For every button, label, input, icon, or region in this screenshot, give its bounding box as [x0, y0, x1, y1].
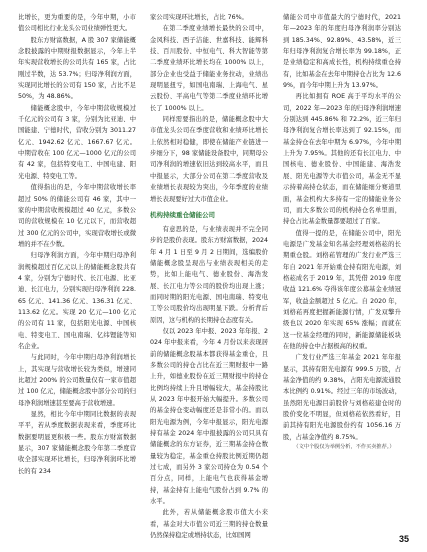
paragraph: 值得一提的是，在储能公司中，阳光电源是广发基金知名基金经理刘格菘的长期重仓股。刘格菘管理的广发行业严选三年自 2021 年开始重仓持有阳光电源，刘格菘成名于 2019 年，其凭借 2019 年度收益 121.6% 夺得该年度公募基金业绩冠军，收益金额超过 5 亿元。自 2020 年，刘格菘再度把握新能源行情，广发双擎升级也以 2020 年实现 65% 涨幅；而就在这一位基金经理的同时，新能源储能板块在他的持仓中占据极高的权重。 — [283, 229, 401, 350]
paragraph: 此外，若从储能概念股市值大小来看，基金对大市值公司近三期的持仓数量仍然保持稳定或增持状态，比如国网 — [150, 509, 268, 540]
text-column-middle — [150, 12, 268, 541]
paragraph: 同样需要指出的是，储能概念股中大市值龙头公司在季度营收和业绩环比增长上依然相对稳健，即使在储能产业链进一步细分下，98 家储能设备股中，同期母公司净利润的增速依旧达到较高水平，而且中报显示，大部分公司在第二季度营收及业绩增长表现较为突出，今年季度的业绩增长表现要好过大市值企业。 — [150, 116, 268, 203]
paragraph: 归母净利润方面，今年中期归母净利润规模超过百亿元以上的储能概念股共有 4 家，分别为宁德时代、长江电源、比亚迪、长江电力，分别实现归母净利润 228.65 亿元、141.36 亿元、136.31 亿元、113.62 亿元。实现 20 亿元—100 亿元的公司有 11 家，包括阳光电源、中国核电、特变电工、国电南瑞、亿纬锂能等知名企业。 — [18, 252, 136, 350]
paragraph: 仅以 2023 年中报、2023 年年报、2024 年中报来看，今年 4 月份以来表现居前的储能概念股基本都获得基金重仓，且多数公司的持仓占比在近三期财报中一路上升，如德业股份在近三期财报中的持仓比例均持续上升且增幅较大，基金持股比从 2023 年中报开始大幅提升。多数公司的基金持仓变动幅度还是非常小的。而以阳光电源为例，今年中报显示，阳光电源持有基金 2024 年中报披露的公司只具有储能概念的东方证券，近三期基金持仓数量较为稳定，基金重仓持股比例近期仍超过七成，而另外 3 家公司持仓为 0.54 个百分点，同样，上能电气也获得基金增持，基金持有上能电气股份占到 9.7% 的水平。 — [150, 327, 268, 506]
paragraph: 显然，相比今年中期同比数据的表现平平，若从季度数据表现来看，季度环比数据要明显更积极一些。股东方财富数据显示，307 家储能概念股今年第二季度营收全部实现环比增长，归母净利润环比增长的有 234 — [18, 411, 136, 475]
text-column-left — [18, 12, 136, 477]
paragraph: 比增长，更为重要的是，今年中期，小市值公司相比行业龙头公司业绩弹性更大。 — [18, 14, 136, 33]
paragraph: 广发行业严选三年基金 2021 年年报显示，其持有阳光电源有 999.5 万股，占基金净值的约 9.38%，占阳光电源流通股本比例约 0.91%。经过三年的市场波动，虽然阳光电源目前股价与刘格菘建仓时的股价变化不明显，但刘格菘依然看好，目前其持有阳光电源股份约有 1056.16 万股，占基金净值约 8.75%。 — [283, 354, 401, 441]
paragraph: 储能公司中市值最大的宁德时代，2021 年—2023 年的年度归母净利润率分别达到 185.34%、92.89%、43.58%，近三年归母净利润复合增长率为 99.18%，正是业绩稳定和高成长性，机构持续重仓持有，比如基金在去年中期持仓占比为 12.69%，而今年中期上升为 13.97%。 — [283, 14, 401, 90]
page-number: 35 — [398, 534, 409, 544]
text-column-right — [283, 12, 401, 452]
disclaimer-note: （文中个股仅为举例分析，不作买卖推荐。） — [293, 444, 395, 451]
paragraph: 值得指出的是，今年中期营收增长率超过 50% 的储能公司有 46 家，其中一家的中期营收规模超过 40 亿元，多数公司的营收规模在 10 亿元以下，而营收超过 300 亿元的公司中，实现营收增长或微增的并不在少数。 — [18, 184, 136, 248]
section-title: 机构持续重仓储能公司 — [150, 210, 215, 219]
paragraph: 家公司实现环比增长，占比 76%。 — [150, 14, 248, 21]
paragraph: 储能概念股中，今年中期营收规模过千亿元的公司有 3 家，分别为比亚迪、中国能建、宁德时代，营收分别为 3011.27 亿元、1942.62 亿元、1667.67 亿元。中期营收在 100 亿元—1000 亿元的公司有 42 家，包括特变电工、中国电建、阳光电源、特变电工等。 — [18, 104, 136, 180]
paragraph: 再比如拥有 ROE 高于平均水平的公司，2022 年—2023 年的归母净利润增速分别达到 445.86% 和 72.2%，近三年归母净利润复合增长率达到了 92.15%，而基金持仓在去年中期为 6.97%，今年中期上升为 7.95%。其他的还有长江电力、中国核电、德业股份、中国能建、海浩发展、阳光电源等大市值公司，基金无不显示持着高持仓状态，而在储能细分赛道里面，基金机构大多持有一定的储能业务公司，而大多数公司的机构持仓名单里面，持仓占比基金数量都要超过了百家。 — [283, 93, 401, 226]
paragraph: 有意思的是，与业绩表现并不完全同步的是股价表现。股东方财富数据，2024 年 4 月 1 日至 9 月 2 日期间，选编股价储能概念股呈现出与业绩表现相关的走势，比如上能电气、德业股份、海浩发展、长江电力等公司的股价均出现上涨；而同时期的阳光电源、国电南瑞、特变电工等公司股价均出现明显下跌。分析背后原因，这与机构的长期持仓态度有关。 — [150, 225, 268, 324]
paragraph: 在第二季度业绩增长最快的公司中，金风科技、西子洁能、世嘉科技、能辉科技、百川股份、中恒电气、科大智能等第二季度业绩环比增长均在 1000% 以上，部分企业也受益于储能业务拉动，业绩出现明显扭亏，如国电南瑞、上海电气、星云股份、平高电气等第二季度业绩环比增长了 1000% 以上。 — [150, 25, 268, 112]
paragraph: 股东方财富数据，A 股 307 家储能概念股披露的中期财报数据显示，今年上半年实现营收增长的公司共有 165 家，占比刚过半数，达 53.7%；归母净利润方面，实现同比增长的公司有 150 家，占比不足 50%，为 48.86%。 — [18, 36, 136, 101]
paragraph: 与此同时，今年中期归母净利润增长上，其实现与营收增长较为类似，增速同比超过 200% 的公司数量仅有一家市值超过 100 亿元，储能概念股中部分公司的归母净利润增速甚至要高于营收增速。 — [18, 354, 136, 407]
